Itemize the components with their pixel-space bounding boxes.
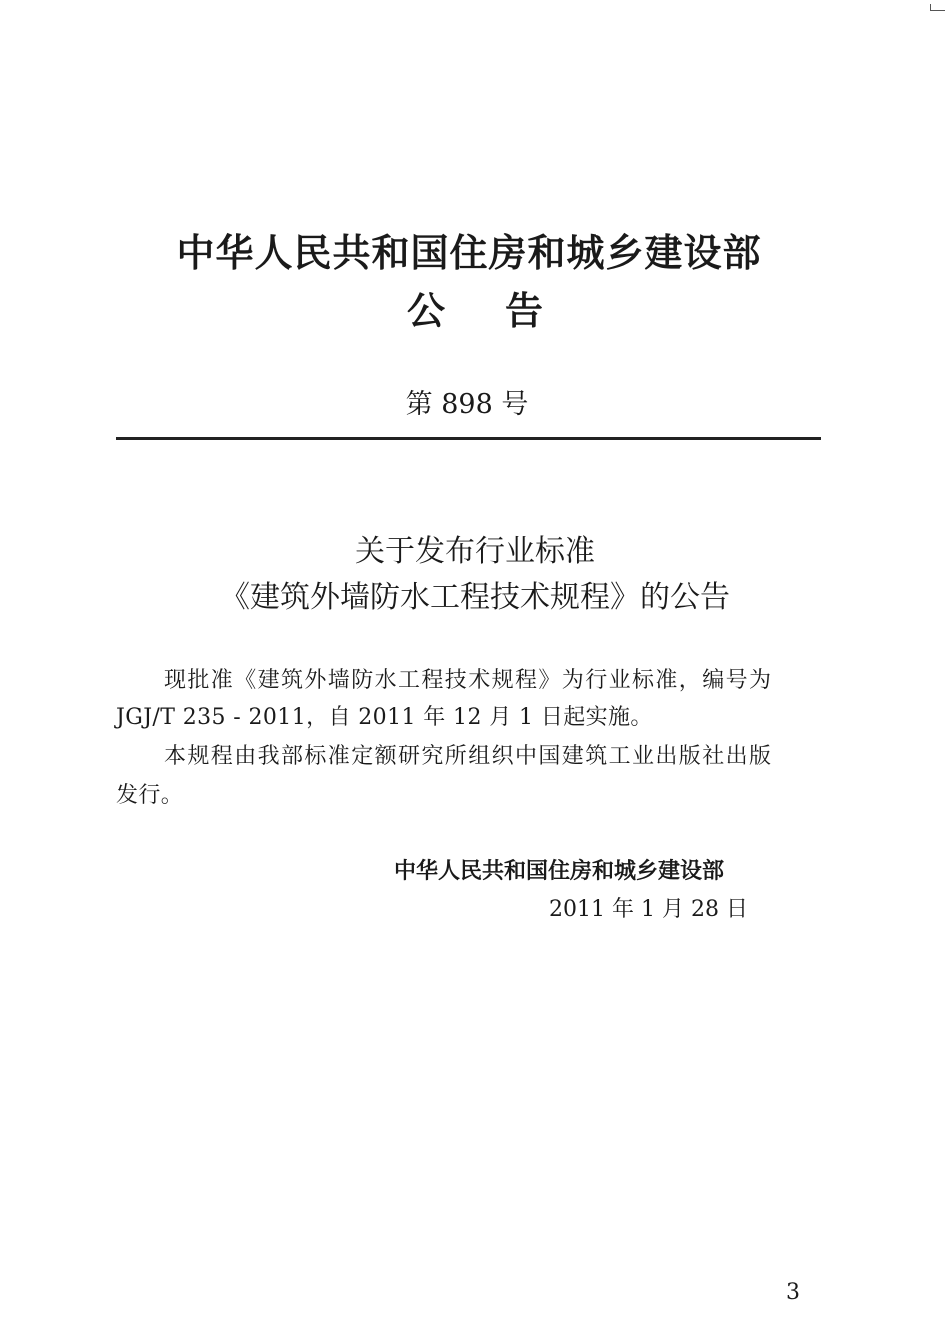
header-divider <box>116 437 821 440</box>
scan-corner-mark <box>930 4 945 11</box>
subject-line-2: 《建筑外墙防水工程技术规程》的公告 <box>220 580 730 615</box>
notice-number: 第 898 号 <box>405 389 529 420</box>
paragraph-1-line-2: JGJ/T 235 - 2011，自 2011 年 12 月 1 日起实施。 <box>116 705 653 730</box>
issuer-title: 中华人民共和国住房和城乡建设部 <box>176 231 762 275</box>
paragraph-1-line-1: 现批准《建筑外墙防水工程技术规程》为行业标准，编号为 <box>164 668 773 693</box>
signature-issuer: 中华人民共和国住房和城乡建设部 <box>394 859 725 884</box>
subject-line-1: 关于发布行业标准 <box>355 534 595 569</box>
notice-label: 公告 <box>406 289 603 333</box>
page-number: 3 <box>786 1280 800 1305</box>
signature-date: 2011 年 1 月 28 日 <box>549 897 748 922</box>
paragraph-2-line-2: 发行。 <box>116 783 184 808</box>
paragraph-2-line-1: 本规程由我部标准定额研究所组织中国建筑工业出版社出版 <box>164 744 773 769</box>
